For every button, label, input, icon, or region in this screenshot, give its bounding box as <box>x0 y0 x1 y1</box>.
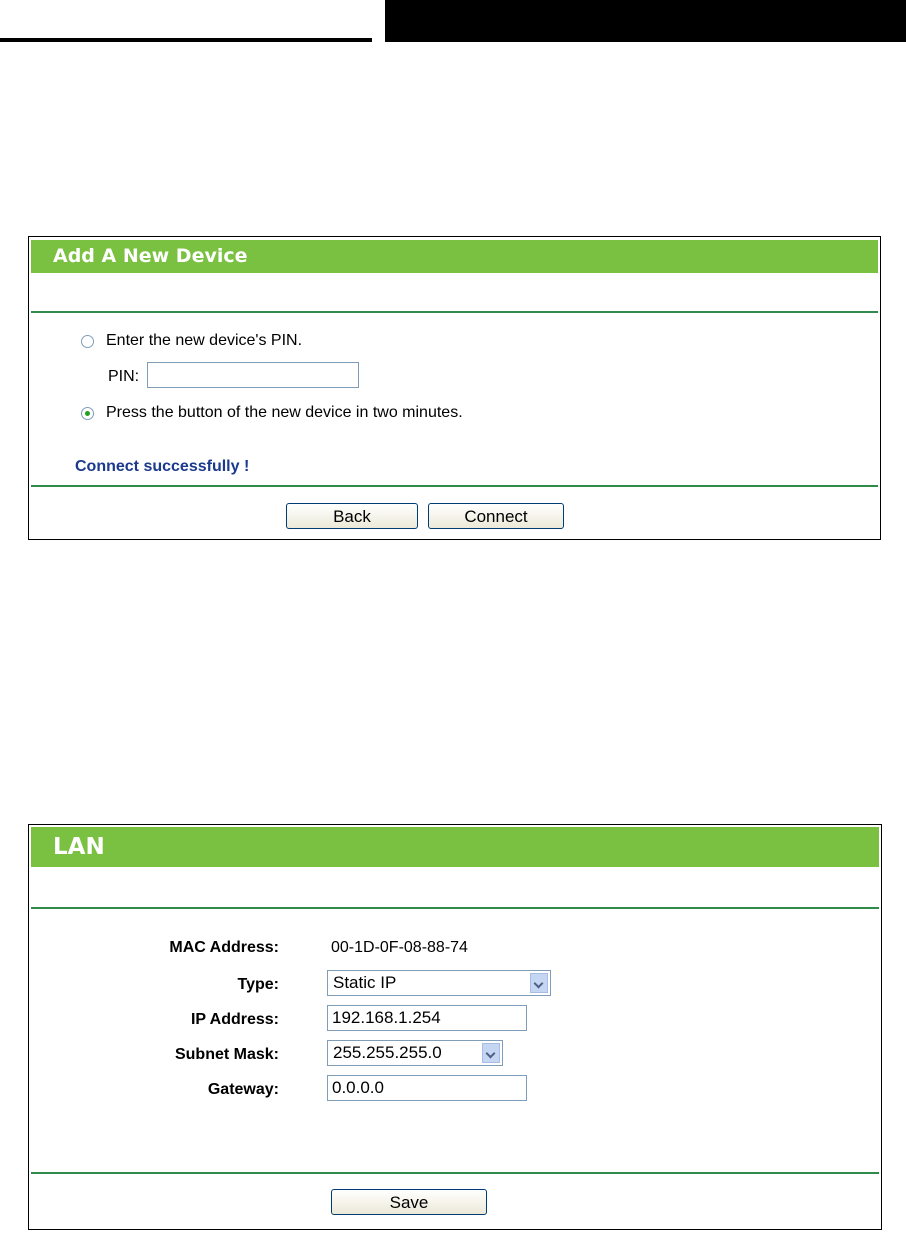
type-dropdown-icon[interactable] <box>530 973 548 993</box>
mac-address-value: 00-1D-0F-08-88-74 <box>331 939 468 956</box>
lan-title <box>31 827 879 867</box>
type-select-value: Static IP <box>333 973 397 992</box>
pin-input[interactable] <box>147 362 359 388</box>
subnet-mask-value: 255.255.255.0 <box>333 1043 442 1062</box>
save-button[interactable]: Save <box>331 1189 487 1215</box>
add-device-panel <box>28 236 881 540</box>
lan-title-text: LAN <box>53 834 105 860</box>
button-option-radio[interactable] <box>81 407 94 420</box>
add-device-title-text: Add A New Device <box>53 245 248 267</box>
subnet-dropdown-icon[interactable] <box>482 1043 500 1063</box>
connect-status-text: Connect successfully ! <box>75 458 250 475</box>
button-option-label: Press the button of the new device in two minutes. <box>106 404 463 421</box>
type-select[interactable] <box>327 970 551 996</box>
page-header-rule <box>0 38 372 42</box>
add-device-bottom-divider <box>31 485 878 487</box>
pin-label: PIN: <box>108 368 140 385</box>
lan-panel <box>28 824 882 1230</box>
gateway-label: Gateway: <box>207 1081 279 1098</box>
pin-option-radio[interactable] <box>81 335 94 348</box>
ip-address-label: IP Address: <box>190 1011 279 1028</box>
connect-button[interactable]: Connect <box>428 503 564 529</box>
mac-address-label: MAC Address: <box>169 939 279 956</box>
back-button[interactable]: Back <box>286 503 418 529</box>
lan-bottom-divider <box>31 1172 879 1174</box>
subnet-mask-label: Subnet Mask: <box>174 1046 279 1063</box>
add-device-title <box>31 240 878 273</box>
gateway-input[interactable] <box>327 1075 527 1101</box>
lan-top-divider <box>31 907 879 909</box>
subnet-mask-select[interactable] <box>327 1040 503 1066</box>
pin-option-label: Enter the new device's PIN. <box>106 332 303 349</box>
page-header-bar <box>385 0 906 42</box>
add-device-top-divider <box>31 311 878 313</box>
type-label: Type: <box>237 976 279 993</box>
ip-address-input[interactable] <box>327 1005 527 1031</box>
